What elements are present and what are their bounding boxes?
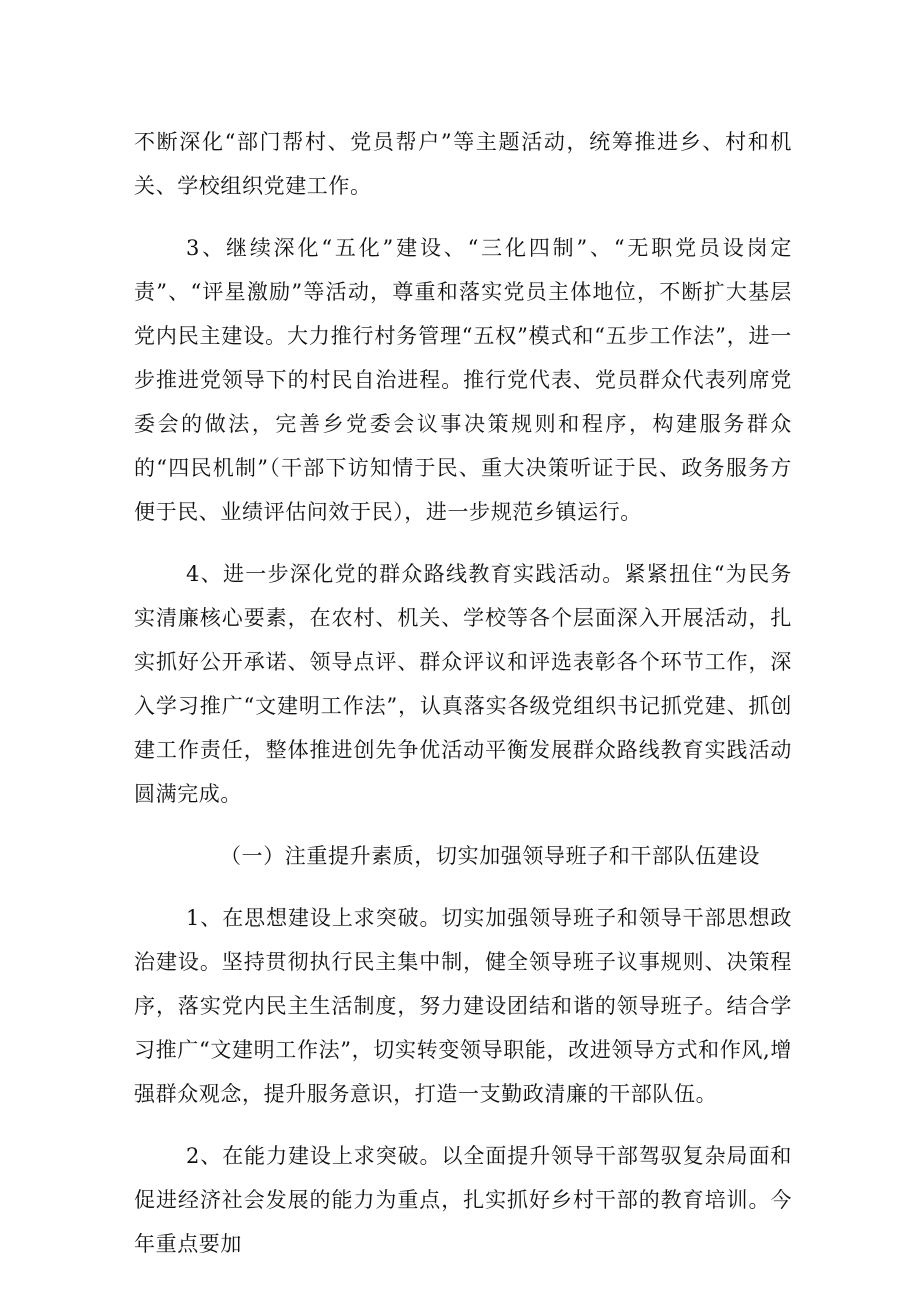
section-heading: （一）注重提升素质，切实加强领导班子和干部队伍建设 <box>220 844 760 868</box>
paragraph-item-2: 2、在能力建设上求突破。以全面提升领导干部驾驭复杂局面和促进经济社会发展的能力为重点，扎实抓好乡村干部的教育培训。今年重点要加 <box>134 1144 792 1256</box>
paragraph-item-4: 4、进一步深化党的群众路线教育实践活动。紧紧扭住“为民务实清廉核心要素，在农村、机关、学校等各个层面深入开展活动，扎实抓好公开承诺、领导点评、群众评议和评选表彰各个环节工作，深入学习推广“文建明工作法”，认真落实各级党组织书记抓党建、抓创建工作责任，整体推进创先争优活动平衡发展群众路线教育实践活动圆满完成。 <box>134 562 792 806</box>
paragraph-continuation: 不断深化“部门帮村、党员帮户”等主题活动，统筹推进乡、村和机关、学校组织党建工作。 <box>134 130 792 198</box>
document-body <box>134 120 792 1266</box>
paragraph-item-1: 1、在思想建设上求突破。切实加强领导班子和领导干部思想政治建设。坚持贯彻执行民主集中制，健全领导班子议事规则、决策程序，落实党内民主生活制度，努力建设团结和谐的领导班子。结合学习推广“文建明工作法”，切实转变领导职能，改进领导方式和作风,增强群众观念，提升服务意识，打造一支勤政清廉的干部队伍。 <box>134 906 792 1106</box>
paragraph-item-3: 3、继续深化“五化”建设、“三化四制”、“无职党员设岗定责”、“评星激励”等活动，尊重和落实党员主体地位，不断扩大基层党内民主建设。大力推行村务管理“五权”模式和“五步工作法”，进一步推进党领导下的村民自治进程。推行党代表、党员群众代表列席党委会的做法，完善乡党委会议事决策规则和程序，构建服务群众的“四民机制”（干部下访知情于民、重大决策听证于民、政务服务方便于民、业绩评估问效于民），进一步规范乡镇运行。 <box>134 236 792 524</box>
